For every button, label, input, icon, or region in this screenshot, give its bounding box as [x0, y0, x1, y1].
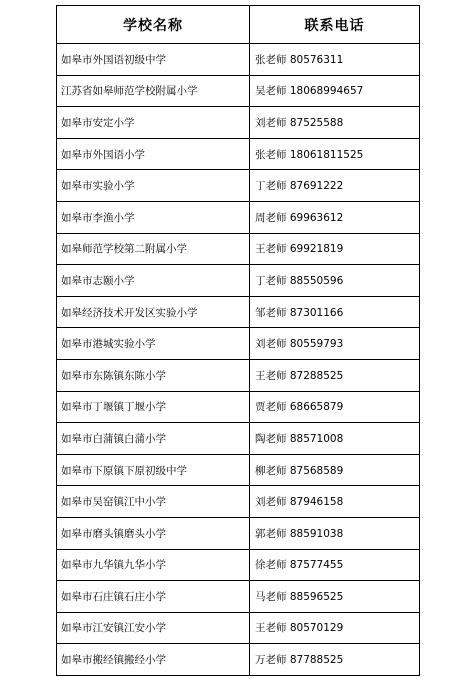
school-name-cell: 如皋市白蒲镇白蒲小学: [57, 423, 250, 455]
school-name-cell: 如皋市实验小学: [57, 170, 250, 202]
document-page: [56, 5, 419, 676]
table-row: [57, 517, 420, 549]
table-row: [57, 138, 420, 170]
table-row: [57, 359, 420, 391]
contact-phone-cell: 王老师 69921819: [250, 233, 420, 265]
contact-phone-cell: 郭老师 88591038: [250, 517, 420, 549]
table-row: [57, 201, 420, 233]
table-row: [57, 644, 420, 676]
contact-phone-cell: 丁老师 87691222: [250, 170, 420, 202]
contact-phone-cell: 张老师 18061811525: [250, 138, 420, 170]
contact-phone-cell: 刘老师 87946158: [250, 486, 420, 518]
table-row: [57, 612, 420, 644]
school-name-cell: 如皋市东陈镇东陈小学: [57, 359, 250, 391]
table-row: [57, 233, 420, 265]
school-name-cell: 如皋市石庄镇石庄小学: [57, 581, 250, 613]
contact-phone-cell: 刘老师 80559793: [250, 328, 420, 360]
table-row: [57, 170, 420, 202]
contact-phone-cell: 王老师 87288525: [250, 359, 420, 391]
table-row: [57, 423, 420, 455]
table-header-row: [57, 6, 420, 44]
table-row: [57, 549, 420, 581]
school-name-cell: 如皋师范学校第二附属小学: [57, 233, 250, 265]
school-name-cell: 如皋市外国语小学: [57, 138, 250, 170]
contact-phone-cell: 张老师 80576311: [250, 44, 420, 76]
contact-phone-cell: 王老师 80570129: [250, 612, 420, 644]
table-row: [57, 454, 420, 486]
table-row: [57, 75, 420, 107]
school-name-cell: 如皋经济技术开发区实验小学: [57, 296, 250, 328]
contact-phone-cell: 刘老师 87525588: [250, 107, 420, 139]
table-row: [57, 107, 420, 139]
contact-phone-cell: 丁老师 88550596: [250, 265, 420, 297]
school-name-cell: 如皋市丁堰镇丁堰小学: [57, 391, 250, 423]
contact-phone-cell: 陶老师 88571008: [250, 423, 420, 455]
school-name-cell: 如皋市下原镇下原初级中学: [57, 454, 250, 486]
contact-phone-cell: 万老师 87788525: [250, 644, 420, 676]
contact-phone-cell: 徐老师 87577455: [250, 549, 420, 581]
header-contact-phone: 联系电话: [250, 6, 420, 44]
school-contact-table: [56, 5, 420, 676]
table-row: [57, 486, 420, 518]
school-name-cell: 江苏省如皋师范学校附属小学: [57, 75, 250, 107]
contact-phone-cell: 马老师 88596525: [250, 581, 420, 613]
school-name-cell: 如皋市志颐小学: [57, 265, 250, 297]
table-row: [57, 44, 420, 76]
school-name-cell: 如皋市九华镇九华小学: [57, 549, 250, 581]
contact-phone-cell: 吴老师 18068994657: [250, 75, 420, 107]
school-name-cell: 如皋市搬经镇搬经小学: [57, 644, 250, 676]
table-row: [57, 581, 420, 613]
header-school-name: 学校名称: [57, 6, 250, 44]
school-name-cell: 如皋市磨头镇磨头小学: [57, 517, 250, 549]
school-name-cell: 如皋市外国语初级中学: [57, 44, 250, 76]
school-name-cell: 如皋市吴窑镇江中小学: [57, 486, 250, 518]
contact-phone-cell: 柳老师 87568589: [250, 454, 420, 486]
table-row: [57, 265, 420, 297]
school-name-cell: 如皋市李渔小学: [57, 201, 250, 233]
contact-phone-cell: 贾老师 68665879: [250, 391, 420, 423]
contact-phone-cell: 周老师 69963612: [250, 201, 420, 233]
table-row: [57, 391, 420, 423]
school-name-cell: 如皋市安定小学: [57, 107, 250, 139]
school-name-cell: 如皋市江安镇江安小学: [57, 612, 250, 644]
school-name-cell: 如皋市港城实验小学: [57, 328, 250, 360]
table-row: [57, 296, 420, 328]
contact-phone-cell: 邹老师 87301166: [250, 296, 420, 328]
table-row: [57, 328, 420, 360]
